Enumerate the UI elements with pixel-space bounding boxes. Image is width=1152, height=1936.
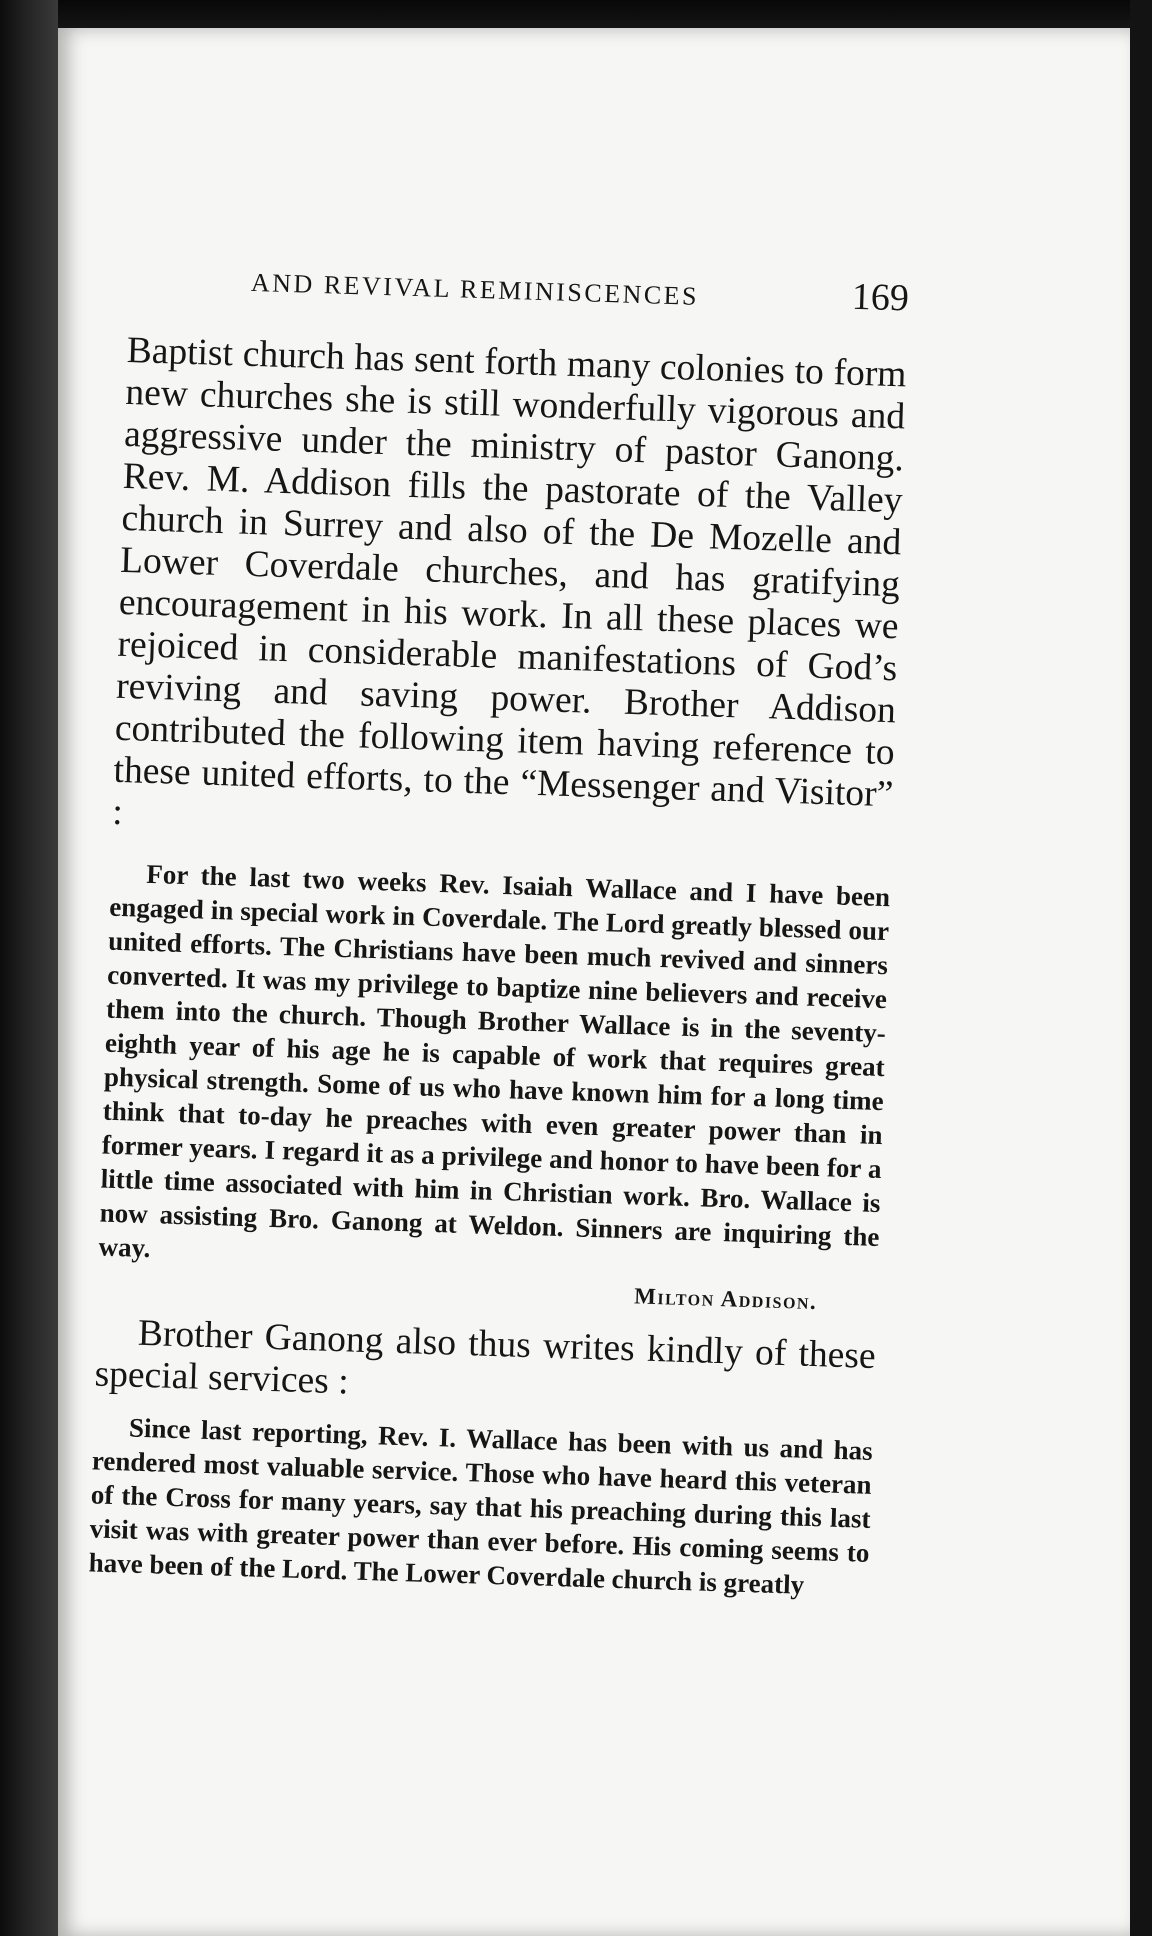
body-paragraph-1: Baptist church has sent forth many colonies to form new churches she is still wonderfully vigorous and aggressive under the ministry of pastor Ganong. Rev. M. Addison fills the pastorate of the Valley church in Surrey and also of the De Mozelle and Lower Coverdale churches, and has gratifying encouragement in his work. In all these places we rejoiced in considerable manifestations of God’s reviving and saving power. Brother Addison contributed the following item having reference to these united efforts, to the “Messenger and Visitor” :	[111, 329, 908, 834]
quoted-letter-1: For the last two weeks Rev. Isaiah Wallace and I have been engaged in special work in Coverdale. The Lord greatly blessed our united efforts. The Christians have been much revived and sinners converted. It was my privilege to baptize nine believers and receive them into the church. Though Brother Wallace is in the seventy-eighth year of his age he is capable of work that requires great physical strength. Some of us who have known him for a long time think that to-day he preaches with even greater power than in former years. I regard it as a privilege and honor to have been for a little time associated with him in Christian work. Bro. Wallace is now assisting Bro. Ganong at Weldon. Sinners are inquiring the way.	[98, 858, 891, 1264]
body-paragraph-2: Brother Ganong also thus writes kindly of these special services :	[94, 1312, 877, 1403]
page-number: 169	[851, 275, 910, 320]
page-content	[88, 250, 909, 1604]
quoted-letter-2: Since last reporting, Rev. I. Wallace has been with us and has rendered most valuable service. Those who have heard this veteran of the Cross for many years, say that his preaching during this last visit was with greater power than ever before. His coming seems to have been of the Lord. The Lower Coverdale church is greatly	[88, 1412, 874, 1600]
quote-signature: Milton Addison.	[633, 1283, 818, 1315]
running-head: AND REVIVAL REMINISCENCES	[250, 267, 700, 311]
book-spine-shadow	[0, 0, 58, 1936]
scan-right-shadow	[1130, 0, 1152, 1936]
